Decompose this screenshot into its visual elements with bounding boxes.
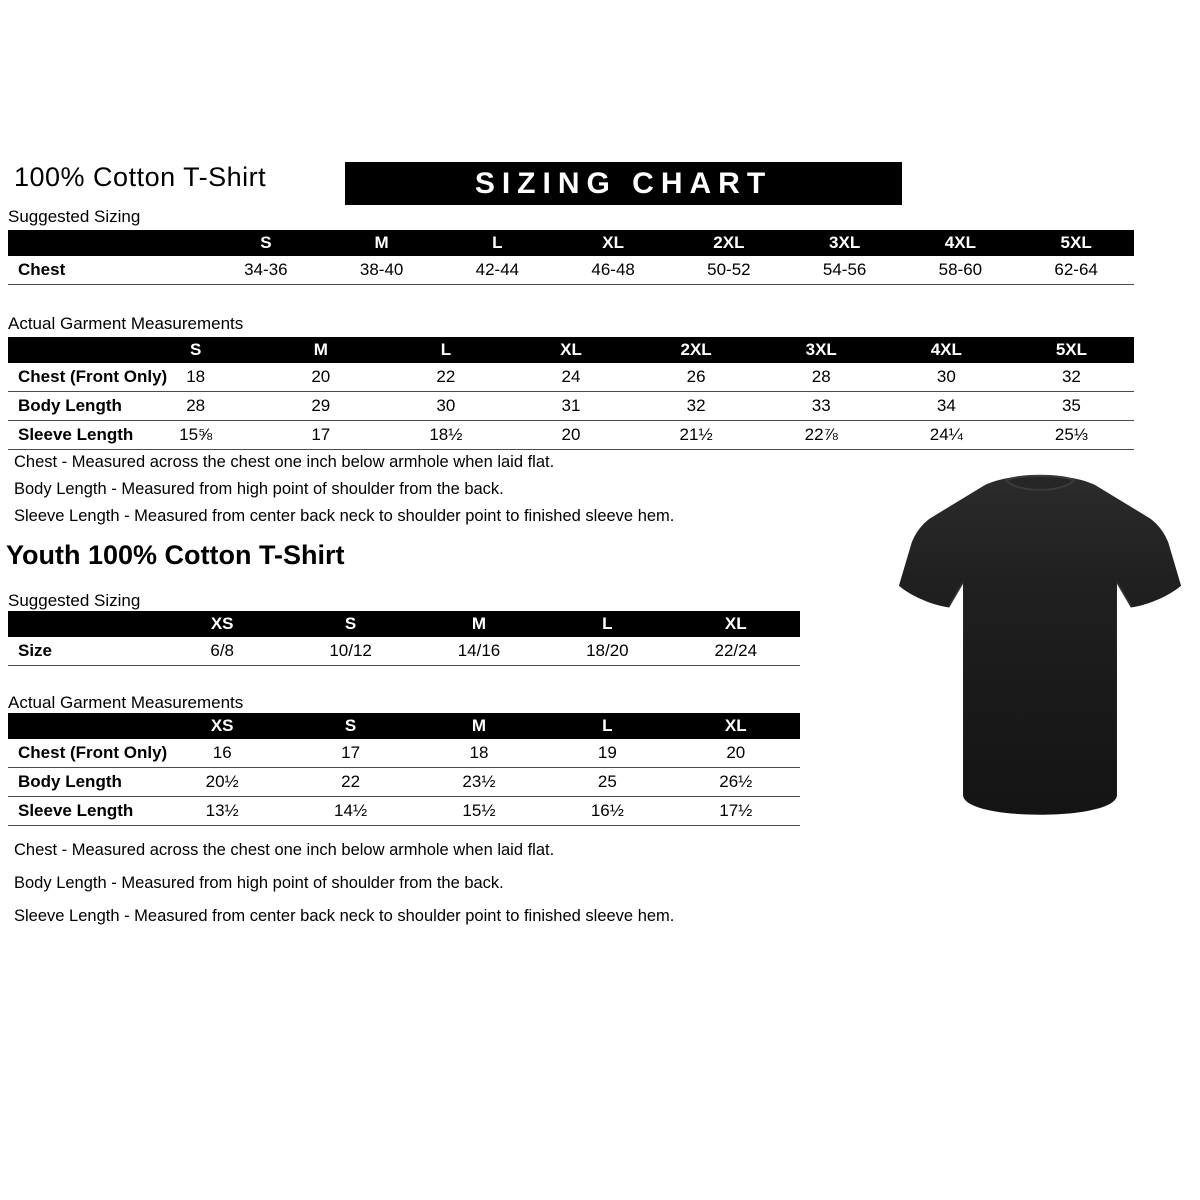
column-header: 2XL	[634, 337, 759, 363]
table-cell: 50-52	[707, 260, 751, 279]
table-cell: 17½	[719, 801, 753, 820]
table-cell: 33	[811, 396, 831, 415]
table-cell: 15½	[462, 801, 496, 820]
table-cell: 46-48	[591, 260, 635, 279]
header-row	[8, 337, 1134, 363]
column-header: XS	[158, 713, 286, 739]
table-cell: 26½	[719, 772, 753, 791]
table-cell: 32	[1061, 367, 1081, 386]
table-cell: 20	[561, 425, 581, 444]
table-cell: 54-56	[822, 260, 867, 279]
table-cell: 15⅝	[179, 425, 213, 444]
sleeve-length-note: Sleeve Length - Measured from center back neck to shoulder point to finished sleeve hem.	[14, 507, 675, 525]
adult-suggested-sizing-label: Suggested Sizing	[8, 207, 141, 226]
table-cell: 25	[597, 772, 617, 791]
column-header: XL	[672, 611, 800, 637]
row-label: Chest (Front Only)	[18, 743, 168, 762]
row-label: Body Length	[18, 396, 122, 415]
column-header: 4XL	[903, 230, 1019, 256]
corner-cell	[8, 713, 158, 739]
table-row	[8, 768, 800, 797]
row-label: Body Length	[18, 772, 122, 791]
black-tshirt-image	[892, 470, 1188, 818]
table-cell: 25⅓	[1054, 425, 1088, 444]
column-header: XL	[508, 337, 633, 363]
column-header: M	[415, 713, 543, 739]
table-cell: 23½	[462, 772, 496, 791]
header-row	[8, 230, 1134, 256]
table-cell: 32	[686, 396, 706, 415]
chest-note: Chest - Measured across the chest one inch below armhole when laid flat.	[14, 841, 555, 859]
table-cell: 42-44	[475, 260, 520, 279]
table-cell: 31	[561, 396, 581, 415]
adult-suggested-sizing-table	[8, 230, 1134, 285]
table-cell: 22⅞	[804, 425, 838, 444]
table-cell: 29	[311, 396, 331, 415]
table-cell: 30	[936, 367, 956, 386]
column-header: M	[324, 230, 440, 256]
table-cell: 10/12	[329, 641, 372, 660]
column-header: XS	[158, 611, 286, 637]
column-header: XL	[555, 230, 671, 256]
header-row	[8, 713, 800, 739]
table-cell: 17	[311, 425, 331, 444]
corner-cell	[8, 611, 158, 637]
youth-actual-measurements-table	[8, 713, 800, 826]
column-header: L	[383, 337, 508, 363]
table-cell: 13½	[205, 801, 239, 820]
column-header: 5XL	[1009, 337, 1134, 363]
table-cell: 16½	[590, 801, 624, 820]
row-label: Chest	[18, 260, 66, 279]
youth-suggested-sizing-table	[8, 611, 800, 666]
column-header: 3XL	[787, 230, 903, 256]
youth-actual-measurements-label: Actual Garment Measurements	[8, 693, 244, 712]
table-cell: 18	[186, 367, 206, 386]
adult-actual-measurements-table	[8, 337, 1134, 450]
adult-section-title: 100% Cotton T-Shirt	[14, 162, 267, 192]
table-cell: 34-36	[244, 260, 288, 279]
column-header: L	[440, 230, 556, 256]
table-cell: 22	[436, 367, 456, 386]
table-cell: 22/24	[714, 641, 758, 660]
table-cell: 34	[936, 396, 956, 415]
column-header: S	[286, 611, 414, 637]
table-cell: 21½	[679, 425, 713, 444]
tshirt-body	[899, 475, 1181, 814]
table-cell: 24	[561, 367, 581, 386]
table-row	[8, 363, 1134, 392]
row-label: Size	[18, 641, 53, 660]
column-header: M	[258, 337, 383, 363]
row-label: Sleeve Length	[18, 801, 134, 820]
table-row	[8, 392, 1134, 421]
column-header: S	[133, 337, 258, 363]
table-cell: 22	[341, 772, 361, 791]
table-cell: 30	[436, 396, 456, 415]
chest-note: Chest - Measured across the chest one inch below armhole when laid flat.	[14, 453, 555, 471]
youth-measurement-notes	[14, 841, 674, 940]
table-cell: 18½	[429, 425, 463, 444]
table-cell: 20	[311, 367, 331, 386]
table-cell: 18	[469, 743, 489, 762]
row-label: Chest (Front Only)	[18, 367, 168, 386]
tshirt-graphic	[892, 470, 1188, 818]
table-cell: 38-40	[359, 260, 404, 279]
table-cell: 16	[212, 743, 232, 762]
youth-section-title: Youth 100% Cotton T-Shirt	[6, 540, 345, 570]
corner-cell	[8, 230, 208, 256]
table-cell: 18/20	[586, 641, 629, 660]
adult-measurement-notes	[14, 453, 674, 534]
table-cell: 58-60	[938, 260, 983, 279]
column-header: M	[415, 611, 543, 637]
table-cell: 14/16	[457, 641, 501, 660]
column-header: L	[543, 611, 671, 637]
row-label: Sleeve Length	[18, 425, 134, 444]
table-cell: 35	[1061, 396, 1081, 415]
table-cell: 20	[726, 743, 746, 762]
column-header: 3XL	[759, 337, 884, 363]
table-row	[8, 637, 800, 666]
column-header: S	[286, 713, 414, 739]
column-header: L	[543, 713, 671, 739]
table-cell: 24¼	[929, 425, 963, 444]
table-cell: 14½	[334, 801, 368, 820]
corner-cell	[8, 337, 133, 363]
table-cell: 28	[186, 396, 206, 415]
table-cell: 28	[811, 367, 831, 386]
column-header: S	[208, 230, 324, 256]
table-cell: 62-64	[1054, 260, 1098, 279]
header-row	[8, 611, 800, 637]
column-header: 2XL	[671, 230, 787, 256]
table-cell: 17	[341, 743, 361, 762]
column-header: 5XL	[1018, 230, 1134, 256]
body-length-note: Body Length - Measured from high point of shoulder from the back.	[14, 874, 504, 892]
table-cell: 20½	[205, 772, 239, 791]
column-header: XL	[672, 713, 800, 739]
table-row	[8, 797, 800, 826]
body-length-note: Body Length - Measured from high point of shoulder from the back.	[14, 480, 504, 498]
column-header: 4XL	[884, 337, 1009, 363]
table-cell: 26	[686, 367, 706, 386]
table-cell: 6/8	[210, 641, 235, 660]
sleeve-length-note: Sleeve Length - Measured from center back neck to shoulder point to finished sleeve hem.	[14, 907, 675, 925]
sizing-chart-banner: SIZING CHART	[345, 162, 902, 205]
table-cell: 19	[597, 743, 617, 762]
youth-suggested-sizing-label: Suggested Sizing	[8, 591, 141, 610]
table-row	[8, 256, 1134, 285]
table-row	[8, 421, 1134, 450]
table-row	[8, 739, 800, 768]
adult-actual-measurements-label: Actual Garment Measurements	[8, 314, 244, 333]
